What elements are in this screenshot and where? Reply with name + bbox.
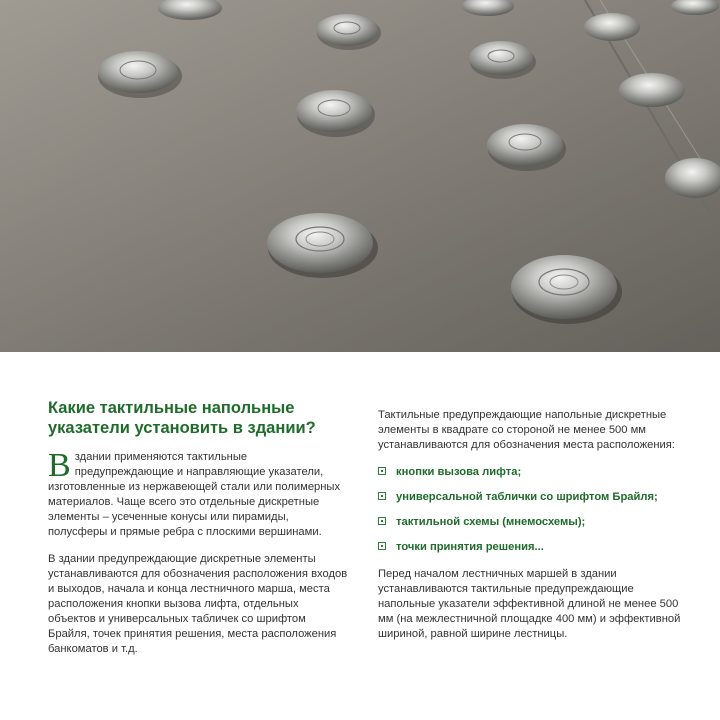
floor-photo-illustration xyxy=(0,0,720,352)
locations-list xyxy=(378,465,682,555)
tactile-studs-photo xyxy=(0,0,720,352)
list-item: кнопки вызова лифта; xyxy=(378,465,682,480)
drop-cap: В xyxy=(48,447,71,484)
stairs-paragraph: Перед началом лестничных маршей в здании устанавливаются тактильные предупреждающие напольные указатели эффективной длиной не менее 500 мм (на межлестничной площадке 400 мм) и эффективной шириной, равной ширине лестницы. xyxy=(378,568,681,640)
square-bullet-icon xyxy=(378,517,386,525)
locations-paragraph: В здании предупреждающие дискретные элементы устанавливаются для обозначения расположения входов и выходов, начала и конца лестничного марша, места расположения кнопки вызова лифта, отдельных объектов и универсальных табличек со шрифтом Брайля, точек принятия решения, места расположения банкоматов и т.д. xyxy=(48,553,348,655)
right-column xyxy=(378,408,682,654)
list-item: универсальной таблички со шрифтом Брайля; xyxy=(378,490,682,505)
intro-paragraph xyxy=(48,447,348,540)
intro-text: здании применяются тактильные предупреждающие и направляющие указатели, изготовленные из нержавеющей стали или полимерных материалов. Чаще всего это отдельные дискретные элементы – усеченные конусы или пирамиды, полусферы и прямые ребра с плоскими вершинами. xyxy=(48,451,341,538)
list-item: точки принятия решения... xyxy=(378,540,682,555)
left-column xyxy=(48,398,348,669)
square-bullet-icon xyxy=(378,467,386,475)
square-intro-paragraph: Тактильные предупреждающие напольные дискретные элементы в квадрате со стороной не менее 500 мм устанавливаются для обозначения места расположения: xyxy=(378,409,675,451)
list-item: тактильной схемы (мнемосхемы); xyxy=(378,515,682,530)
text-section xyxy=(0,352,720,720)
page-title: Какие тактильные напольные указатели установить в здании? xyxy=(48,399,316,437)
square-bullet-icon xyxy=(378,542,386,550)
square-bullet-icon xyxy=(378,492,386,500)
